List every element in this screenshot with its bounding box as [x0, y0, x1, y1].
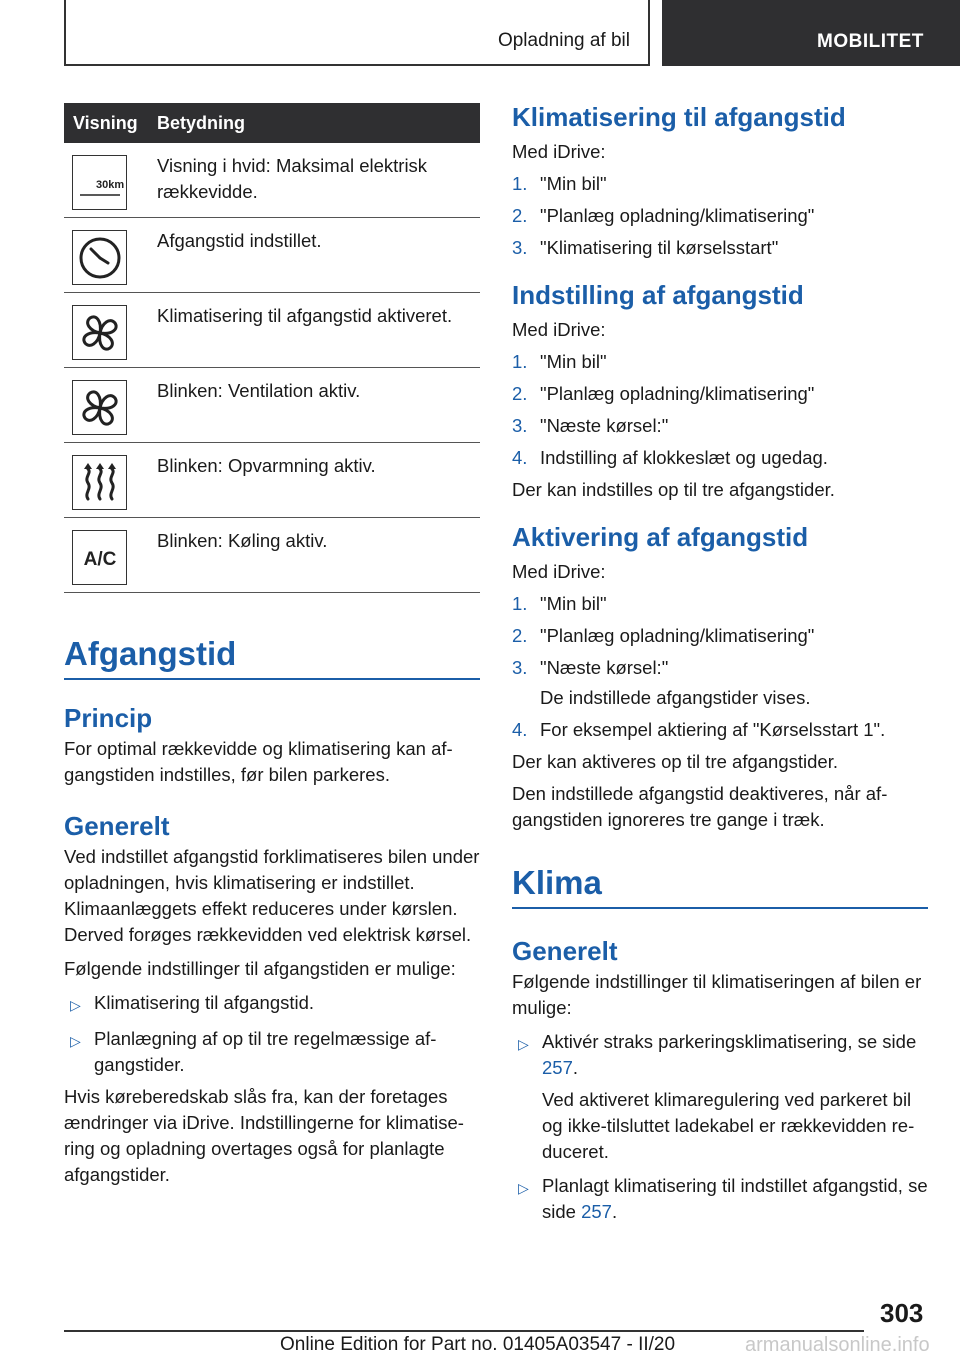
subsection-title: Klimatisering til afgangstid [512, 102, 846, 132]
triangle-bullet-icon: ▷ [518, 1180, 529, 1196]
subsection-title: Princip [64, 703, 153, 733]
subsection-title: Generelt [64, 811, 170, 841]
list-item: 3. "Klimatisering til kørselsstart" [512, 237, 779, 258]
paragraph: Den indstillede afgangstid deaktiveres, når afgangstiden ignoreres tre gange i træk. [512, 783, 888, 830]
section-title: Afgangstid [64, 635, 237, 672]
page-link[interactable]: 257 [542, 1057, 573, 1078]
afgangstid-section [64, 634, 480, 1188]
list-item: 1. "Min bil" [512, 593, 607, 614]
list-item: ▷ Planlægning af op til tre regelmæssige afgangstider. [64, 1026, 480, 1078]
subsection-title: Generelt [512, 936, 618, 966]
page-link[interactable]: 257 [581, 1201, 612, 1222]
paragraph: Der kan aktiveres op til tre afgangstider. [512, 751, 838, 772]
list-item: 1. "Min bil" [512, 173, 607, 194]
header-chapter-tab: MOBILITET [662, 0, 960, 66]
list-item-note: De indstillede afgangstider vises. [540, 687, 811, 708]
row-description: Blinken: Opvarmning aktiv. [157, 455, 376, 476]
ac-icon [72, 530, 127, 585]
triangle-bullet-icon: ▷ [518, 1036, 529, 1052]
indicator-table [64, 103, 480, 593]
list-item-note: Ved aktiveret klimaregulering ved parkeret bil og ikke-tilsluttet ladekabel er rækkevidden reduceret. [542, 1089, 915, 1162]
row-description: Afgangstid indstillet. [157, 230, 322, 251]
table-row [64, 218, 480, 293]
row-description: Blinken: Køling aktiv. [157, 530, 328, 551]
list-item: ▷ Klimatisering til afgangstid. [64, 990, 480, 1018]
list-item: 2. "Planlæg opladning/klimatisering" [512, 205, 815, 226]
range-icon-text: 30km [95, 178, 124, 191]
header-box [64, 0, 650, 66]
header-section-title: Opladning af bil [497, 30, 630, 51]
title-rule [64, 678, 480, 680]
list-item: 2. "Planlæg opladning/klimatisering" [512, 625, 815, 646]
list-item: 4. Indstilling af klokkeslæt og ugedag. [512, 447, 828, 468]
table-header [64, 103, 480, 143]
list-item: 3. "Næste kørsel:" [512, 657, 669, 678]
table-row [64, 518, 480, 593]
paragraph: Hvis køreberedskab slås fra, kan der foretages ændringer via iDrive. Indstillingerne for klimatisering og opladning overtages også for planlagte afgangstider. [64, 1086, 464, 1185]
subsection-title: Aktivering af afgangstid [512, 522, 809, 552]
right-column [512, 101, 928, 1225]
row-description: Blinken: Ventilation aktiv. [157, 380, 361, 401]
paragraph: Der kan indstilles op til tre afgangstider. [512, 479, 835, 500]
footer-rule [64, 1330, 864, 1332]
table-row [64, 368, 480, 443]
paragraph: Med iDrive: [512, 561, 606, 582]
ac-icon-text: A/C [83, 548, 116, 570]
section-title: Klima [512, 864, 602, 901]
paragraph: Med iDrive: [512, 319, 606, 340]
column-header-display: Visning [73, 112, 138, 133]
list-item: 4. For eksempel aktiering af "Kørselsstart 1". [512, 719, 886, 740]
list-item: ▷ Planlagt klimatisering til indstillet afgangstid, se side 257. [512, 1173, 928, 1225]
table-row [64, 143, 480, 218]
list-item: 2. "Planlæg opladning/klimatisering" [512, 383, 815, 404]
paragraph: Med iDrive: [512, 141, 606, 162]
list-item: ▷ Aktivér straks parkeringsklimatisering, se side 257. [512, 1029, 928, 1081]
paragraph: For optimal rækkevidde og klimatisering kan afgangstiden indstilles, før bilen parkeres. [64, 738, 453, 785]
heating-icon [72, 455, 127, 510]
page-number: 303 [880, 1298, 924, 1328]
list-item: 1. "Min bil" [512, 351, 607, 372]
column-header-meaning: Betydning [157, 112, 245, 133]
triangle-bullet-icon: ▷ [70, 997, 81, 1013]
title-rule [512, 907, 928, 909]
row-description: Visning i hvid: Maksimal elektrisk rækkevidde. [157, 155, 428, 202]
paragraph: Ved indstillet afgangstid forklimatiseres bilen under opladningen, hvis klimatisering er indstillet. Klimaanlæggets effekt reduceres under kørslen. Derved forøges rækkevidden ved elektrisk kørsel. [64, 846, 480, 945]
clock-icon [72, 230, 127, 285]
fan-icon [72, 305, 127, 360]
fan-icon [72, 380, 127, 435]
triangle-bullet-icon: ▷ [70, 1033, 81, 1049]
table-row [64, 443, 480, 518]
footer-edition: Online Edition for Part no. 01405A03547 - II/20 [280, 1334, 676, 1355]
range-30km-icon [72, 155, 127, 210]
paragraph: Følgende indstillinger til afgangstiden er mulige: [64, 958, 456, 979]
table-row [64, 293, 480, 368]
paragraph: Følgende indstillinger til klimatiseringen af bilen er mulige: [512, 971, 922, 1018]
watermark-logo: armanualsonline.info [745, 1334, 930, 1356]
list-item: 3. "Næste kørsel:" [512, 415, 669, 436]
row-description: Klimatisering til afgangstid aktiveret. [157, 305, 453, 326]
subsection-title: Indstilling af afgangstid [512, 280, 804, 310]
